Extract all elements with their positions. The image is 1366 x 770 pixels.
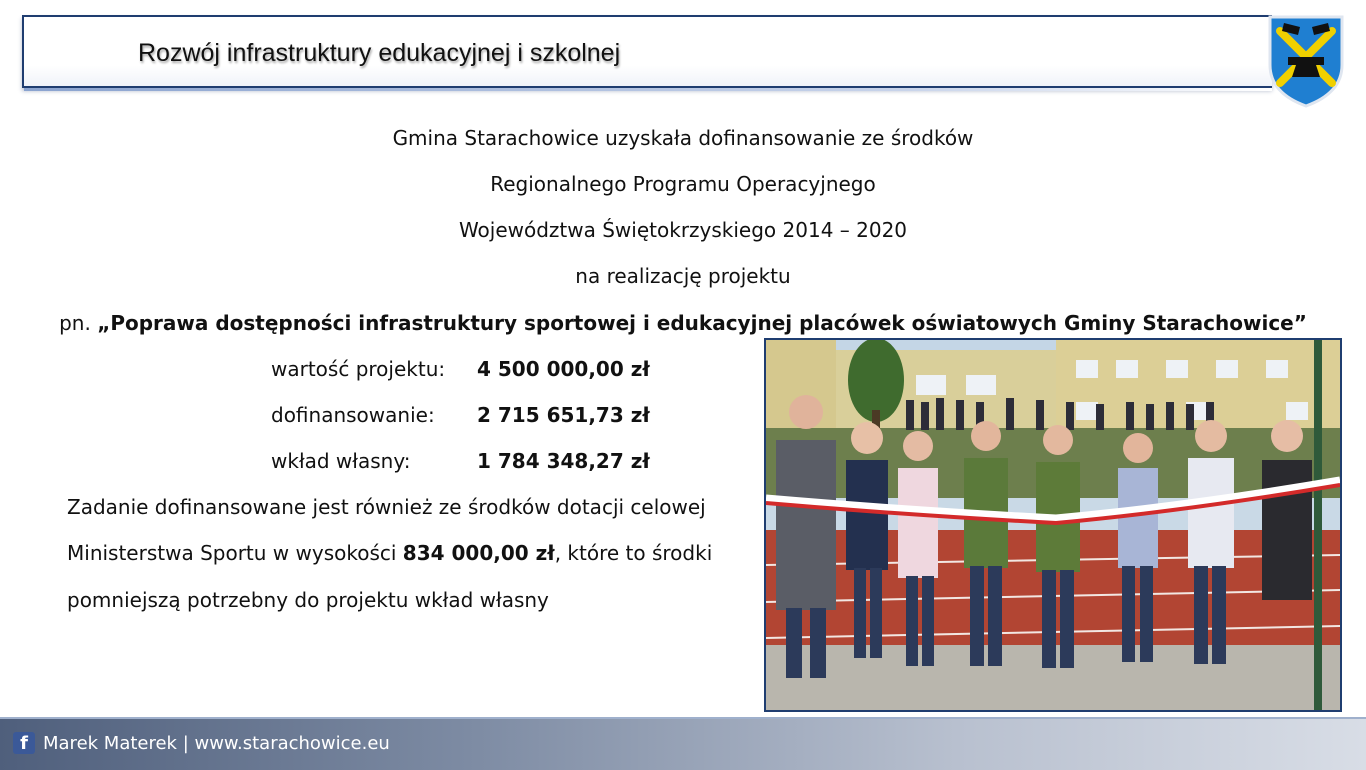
facebook-icon[interactable]: f xyxy=(13,732,35,754)
ribbon-cutting-photo xyxy=(764,338,1342,712)
paragraph-text: Ministerstwa Sportu w wysokości xyxy=(67,541,397,565)
financing-label: wartość projektu: xyxy=(271,357,446,381)
financing-label: wkład własny: xyxy=(271,449,411,473)
financing-label: dofinansowanie: xyxy=(271,403,435,427)
title-bar xyxy=(22,15,1272,88)
coat-of-arms-icon xyxy=(1266,13,1346,109)
paragraph-line-2 xyxy=(67,541,712,565)
project-prefix: pn. xyxy=(59,311,91,335)
paragraph-line-1: Zadanie dofinansowane jest również ze środków dotacji celowej xyxy=(67,495,706,519)
page-title: Rozwój infrastruktury edukacyjnej i szkolnej xyxy=(138,39,621,67)
financing-value: 4 500 000,00 zł xyxy=(477,357,650,381)
intro-line-1: Gmina Starachowice uzyskała dofinansowanie ze środków xyxy=(392,126,974,150)
intro-line-3: Województwa Świętokrzyskiego 2014 – 2020 xyxy=(458,218,908,242)
financing-value: 1 784 348,27 zł xyxy=(477,449,650,473)
intro-line-2: Regionalnego Programu Operacyjnego xyxy=(490,172,876,196)
financing-value: 2 715 651,73 zł xyxy=(477,403,650,427)
project-title: „Poprawa dostępności infrastruktury sportowej i edukacyjnej placówek oświatowych Gminy Starachowice” xyxy=(97,311,1307,335)
intro-line-4: na realizację projektu xyxy=(575,264,791,288)
project-name xyxy=(0,311,1366,335)
paragraph-text: , które to środki xyxy=(554,541,713,565)
footer-text[interactable]: Marek Materek | www.starachowice.eu xyxy=(43,733,390,754)
paragraph-line-3: pomniejszą potrzebny do projektu wkład własny xyxy=(67,588,549,612)
paragraph-amount: 834 000,00 zł xyxy=(402,541,555,565)
footer-bar xyxy=(0,717,1366,770)
